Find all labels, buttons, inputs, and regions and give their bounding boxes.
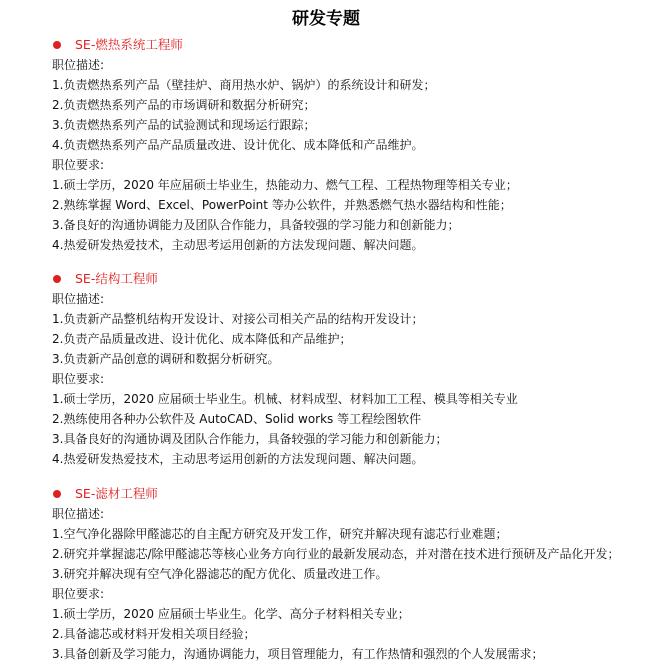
requirement-item: 3.具备良好的沟通协调及团队合作能力，具备较强的学习能力和创新能力； <box>52 432 448 446</box>
description-heading: 职位描述: <box>52 507 105 521</box>
job-section-filter-material-engineer <box>0 484 652 664</box>
description-item: 1.负责新产品整机结构开发设计、对接公司相关产品的结构开发设计； <box>52 312 424 326</box>
job-section-structure-engineer <box>0 269 652 469</box>
requirements-heading: 职位要求: <box>52 587 105 601</box>
requirement-item: 1.硕士学历，2020 应届硕士毕业生。化学、高分子材料相关专业； <box>52 607 410 621</box>
red-bullet-icon <box>53 275 61 283</box>
description-item: 4.负责燃热系列产品产品质量改进、设计优化、成本降低和产品维护。 <box>52 138 424 152</box>
description-item: 2.负责产品质量改进、设计优化、成本降低和产品维护； <box>52 332 352 346</box>
requirement-item: 3.具备创新及学习能力，沟通协调能力，项目管理能力，有工作热情和强烈的个人发展需求； <box>52 647 544 661</box>
red-bullet-icon <box>53 490 61 498</box>
requirement-item: 4.热爱研发热爱技术，主动思考运用创新的方法发现问题、解决问题。 <box>52 238 424 252</box>
requirement-item: 3.备良好的沟通协调能力及团队合作能力，具备较强的学习能力和创新能力； <box>52 218 460 232</box>
job-title-row <box>0 269 652 289</box>
requirements-heading: 职位要求: <box>52 372 105 386</box>
red-bullet-icon <box>53 41 61 49</box>
description-item: 3.负责燃热系列产品的试验测试和现场运行跟踪； <box>52 118 316 132</box>
job-title: SE-燃热系统工程师 <box>75 37 183 52</box>
description-item: 2.研究并掌握滤芯/除甲醛滤芯等核心业务方向行业的最新发展动态，并对潜在技术进行预研及产品化开发； <box>52 547 620 561</box>
job-title: SE-结构工程师 <box>75 271 158 286</box>
requirement-item: 4.热爱研发热爱技术，主动思考运用创新的方法发现问题、解决问题。 <box>52 452 424 466</box>
description-heading: 职位描述: <box>52 292 105 306</box>
job-title-row <box>0 484 652 504</box>
requirement-item: 2.具备滤芯或材料开发相关项目经验； <box>52 627 256 641</box>
requirement-item: 1.硕士学历，2020 年应届硕士毕业生，热能动力、燃气工程、工程热物理等相关专业； <box>52 178 518 192</box>
description-heading: 职位描述: <box>52 58 105 72</box>
requirement-item: 2.熟练使用各种办公软件及 AutoCAD、Solid works 等工程绘图软件 <box>52 412 422 426</box>
page-title: 研发专题 <box>292 9 360 29</box>
job-section-thermal-engineer <box>0 35 652 255</box>
description-item: 3.研究并解决现有空气净化器滤芯的配方优化、质量改进工作。 <box>52 567 388 581</box>
description-item: 1.空气净化器除甲醛滤芯的自主配方研究及开发工作，研究并解决现有滤芯行业难题； <box>52 527 508 541</box>
requirements-heading: 职位要求: <box>52 158 105 172</box>
job-title-row <box>0 35 652 55</box>
requirement-item: 1.硕士学历，2020 应届硕士毕业生。机械、材料成型、材料加工工程、模具等相关专业 <box>52 392 518 406</box>
description-item: 1.负责燃热系列产品（壁挂炉、商用热水炉、锅炉）的系统设计和研发； <box>52 78 436 92</box>
requirement-item: 2.熟练掌握 Word、Excel、PowerPoint 等办公软件，并熟悉燃气热水器结构和性能； <box>52 198 512 212</box>
description-item: 2.负责燃热系列产品的市场调研和数据分析研究； <box>52 98 316 112</box>
description-item: 3.负责新产品创意的调研和数据分析研究。 <box>52 352 280 366</box>
job-title: SE-滤材工程师 <box>75 486 158 501</box>
